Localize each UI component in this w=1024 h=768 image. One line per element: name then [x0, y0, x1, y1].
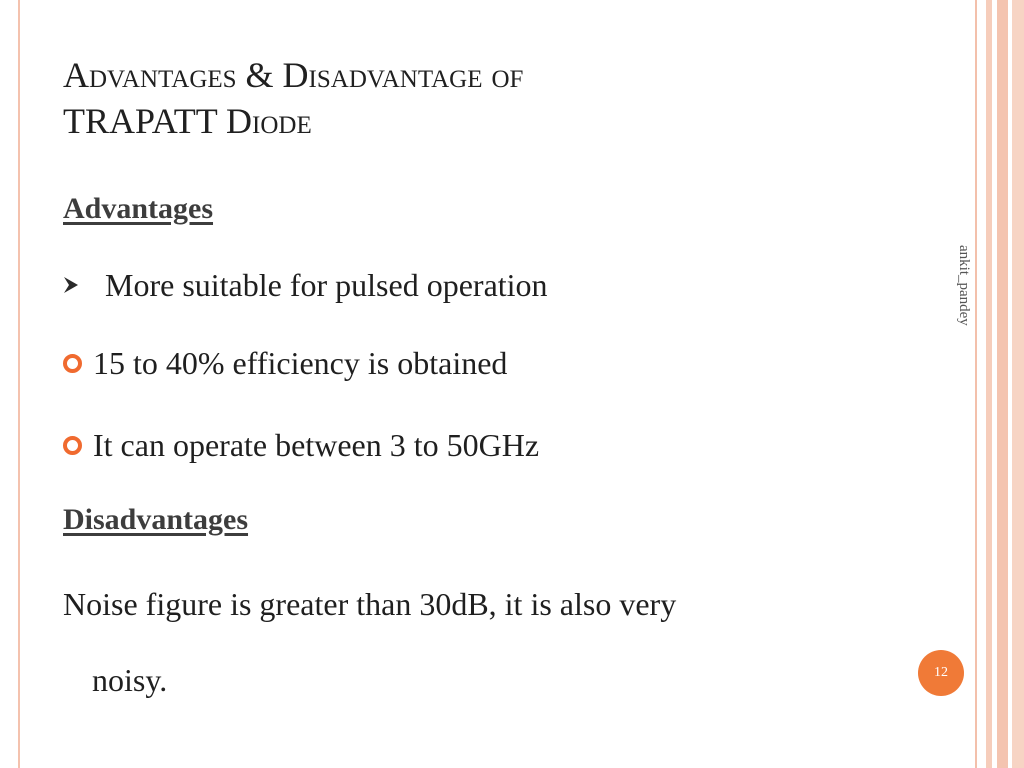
- list-item-text: It can operate between 3 to 50GHz: [93, 427, 540, 463]
- slide-title: [63, 52, 923, 144]
- slide-title-line-2: TRAPATT Diode: [63, 101, 312, 141]
- author-label: ankit_pandey: [956, 245, 972, 326]
- right-border-stripe: [1012, 0, 1024, 768]
- disadvantages-heading: Disadvantages: [63, 503, 249, 536]
- ring-bullet-icon: [63, 354, 82, 373]
- slide-title-line-1: Advantages & Disadvantage of: [63, 55, 524, 95]
- arrow-bullet-icon: [63, 276, 79, 294]
- right-border-stripe: [975, 0, 977, 768]
- disadvantage-text-line-1: Noise figure is greater than 30dB, it is also very: [63, 586, 677, 622]
- right-border-stripe: [986, 0, 992, 768]
- disadvantage-text-line-2: noisy.: [92, 662, 168, 698]
- list-item-text: 15 to 40% efficiency is obtained: [93, 345, 508, 381]
- list-item-text: More suitable for pulsed operation: [105, 267, 548, 303]
- page-number: 12: [934, 665, 948, 680]
- page-number-badge: [918, 650, 964, 696]
- right-border-stripe: [997, 0, 1008, 768]
- left-border-line: [18, 0, 20, 768]
- ring-bullet-icon: [63, 436, 82, 455]
- advantages-heading: Advantages: [63, 192, 214, 225]
